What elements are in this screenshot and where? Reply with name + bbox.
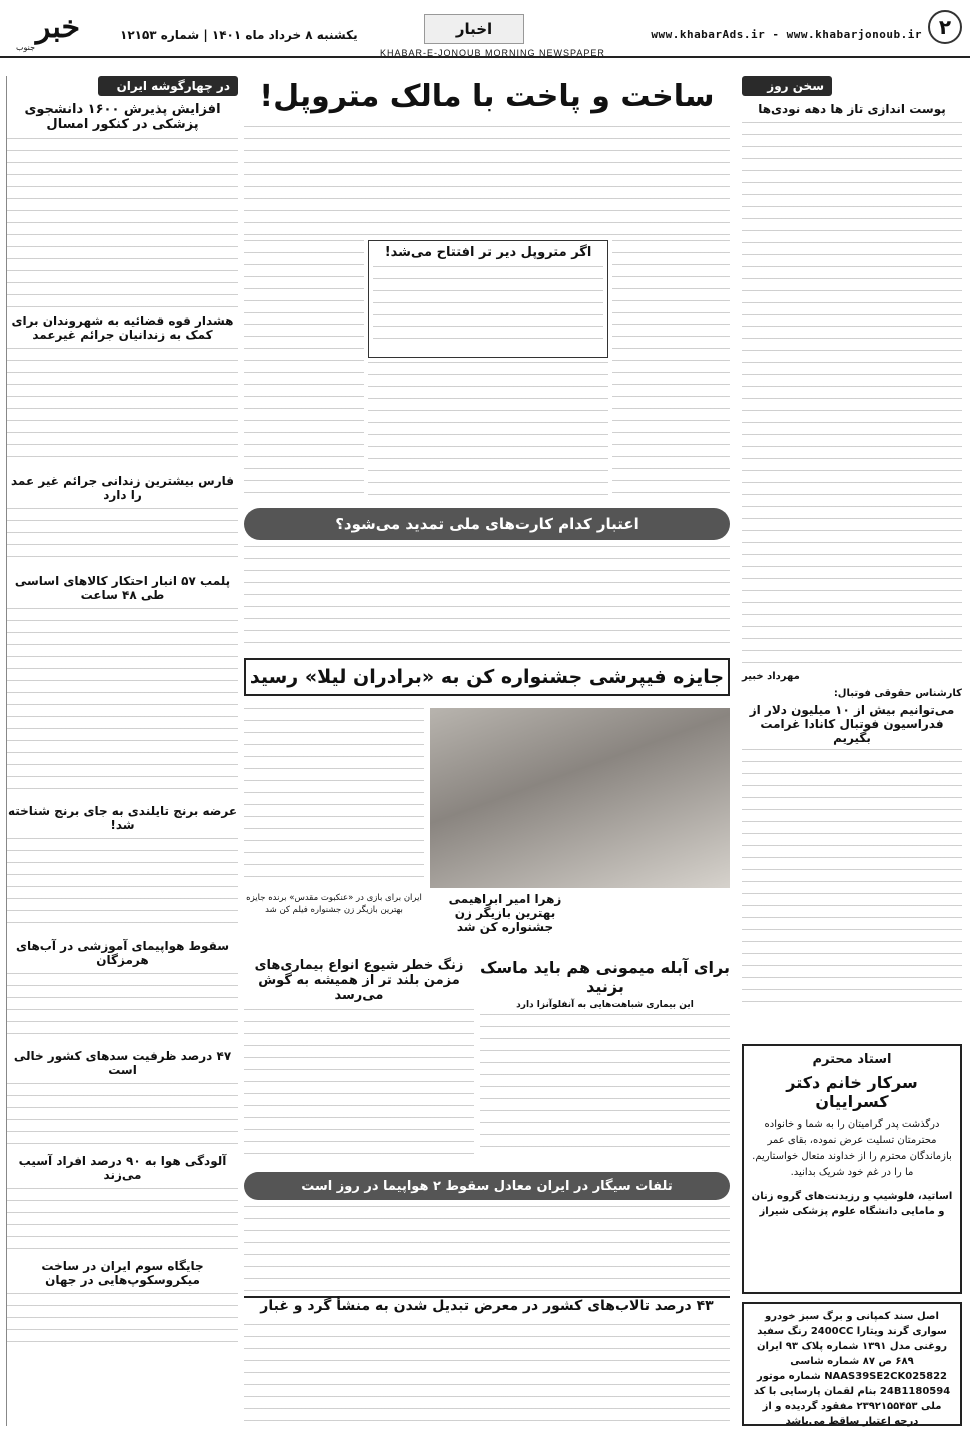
left-body-5	[7, 838, 238, 933]
editorial-column	[742, 76, 962, 682]
page-number: ٢	[928, 10, 962, 44]
left-body-8	[7, 1188, 238, 1253]
cigar-banner: تلفات سیگار در ایران معادل سقوط ۲ هواپیما در روز است	[244, 1172, 730, 1200]
left-body-7	[7, 1083, 238, 1148]
logo-text: خبر	[35, 9, 81, 45]
film-story-body	[244, 708, 424, 888]
sport-label: کارشناس حقوقی فوتبال:	[833, 688, 962, 699]
zang-headline: زنگ خطر شیوع انواع بیماری‌های مزمن بلند تر از همیشه به گوش می‌رسد	[254, 958, 464, 1003]
left-body-2	[7, 348, 238, 468]
wetlands-headline: ۴۳ درصد تالاب‌های کشور در معرض تبدیل شدن به منشأ گرد و غبار	[244, 1296, 730, 1320]
sport-body	[742, 749, 962, 1009]
masthead	[0, 0, 970, 58]
lost-document-ad: اصل سند کمپانی و برگ سبز خودرو سواری گرند ویتارا 2400CC رنگ سفید روغنی مدل ۱۳۹۱ شماره پلاک ۹۳ ایران ۶۸۹ ص ۸۷ شماره شاسی NAAS39SE2CK025822 شماره موتور 24B1180594 بنام لقمان پارسایی با کد ملی ۲۳۹۲۱۵۵۴۵۳ مفقود گردیده و از درجه اعتبار ساقط می‌باشد	[742, 1302, 962, 1426]
film-caption-main: زهرا امیر ابراهیمی بهترین بازیگر زن جشنواره کن شد	[448, 892, 562, 934]
film-headline: جایزه فیپرشی جشنواره کن به «برادران لیلا» رسید	[244, 658, 730, 696]
editorial-body	[742, 122, 962, 667]
condolence-from: اساتید، فلوشیپ و رزیدنت‌های گروه زنان و مامایی دانشگاه علوم پزشکی شیراز	[751, 1191, 953, 1217]
left-body-6	[7, 973, 238, 1043]
left-headline-2: هشدار قوه قضائیه به شهروندان برای کمک به زندانیان جرائم غیرعمد	[11, 314, 234, 342]
condolence-name: سرکار خانم دکتر کسراییان	[786, 1073, 918, 1111]
sport-story	[742, 688, 962, 1008]
pullquote-headline: اگر متروپل دیر تر افتتاح می‌شد!	[384, 245, 592, 260]
wetlands-body	[244, 1324, 730, 1426]
main-headline: ساخت و پاخت با مالک متروپل!	[259, 79, 715, 114]
editorial-title: پوست اندازی تاز ها دهه نودی‌ها	[758, 102, 946, 116]
main-story-body-top	[244, 126, 730, 236]
left-headline-3: فارس بیشترین زندانی جرائم غیر عمد را دارد	[11, 474, 234, 502]
zang-story	[244, 958, 474, 1158]
left-headline-6: سقوط هواپیمای آموزشی در آب‌های هرمزگان	[15, 939, 230, 967]
zang-body	[244, 1009, 474, 1159]
left-body-1	[7, 138, 238, 308]
issue-date: یکشنبه ۸ خرداد ماه ۱۴۰۱ | شماره ۱۲۱۵۳	[120, 28, 358, 42]
editorial-author: مهرداد خبیر	[742, 671, 800, 682]
condolence-title: استاد محترم	[812, 1052, 892, 1067]
english-name: KHABAR-E-JONOUB MORNING NEWSPAPER	[380, 48, 605, 58]
left-news-column	[6, 76, 238, 1426]
pullquote-box	[368, 240, 608, 358]
film-caption-side: ایران برای بازی در «عنکبوت مقدس» برنده جایزه بهترین بازیگر زن جشنواره فیلم کن شد	[246, 893, 422, 915]
mask-subhead: این بیماری شباهت‌هایی به آنفلوآنزا دارد	[516, 1000, 694, 1010]
condolence-ad	[742, 1044, 962, 1294]
site-urls: www.khabarAds.ir - www.khabarjonoub.ir	[651, 28, 922, 41]
left-headline-8: آلودگی هوا به ۹۰ درصد افراد آسیب می‌زند	[18, 1154, 227, 1182]
left-body-9	[7, 1293, 238, 1343]
left-headline-1: افزایش پذیرش ۱۶۰۰ دانشجوی پزشکی در کنکور امسال	[24, 102, 221, 132]
left-headline-4: پلمب ۵۷ انبار احتکار کالاهای اساسی طی ۴۸ ساعت	[14, 574, 231, 602]
mask-headline: برای آبله میمونی هم باید ماسک بزنید	[479, 958, 730, 996]
main-story-body-mid	[368, 362, 608, 500]
editorial-label: سخن روز	[742, 76, 832, 96]
left-headline-7: ۴۷ درصد ظرفیت سدهای کشور خالی است	[13, 1049, 232, 1077]
mask-body	[480, 1014, 730, 1154]
left-headline-5: عرضه برنج تایلندی به جای برنج شناخته شد!	[7, 804, 238, 832]
film-photo	[430, 708, 730, 888]
newspaper-logo	[6, 4, 110, 50]
condolence-text: درگذشت پدر گرامیتان را به شما و خانواده محترمتان تسلیت عرض نموده، بقای عمر بازماندگان محترم را از خداوند متعال خواستاریم. ما را در غم خود شریک بدانید.	[752, 1119, 952, 1178]
section-title: اخبار	[424, 14, 524, 44]
main-story-body-left	[244, 240, 364, 500]
card-banner: اعتبار کدام کارت‌های ملی تمدید می‌شود؟	[244, 508, 730, 540]
pullquote-body	[373, 266, 603, 348]
left-col-label: در چهارگوشه ایران	[98, 76, 238, 96]
logo-sub: جنوب	[16, 43, 36, 52]
left-body-4	[7, 608, 238, 798]
main-story-body-right	[612, 240, 730, 500]
card-story-body	[244, 546, 730, 646]
left-headline-9: جایگاه سوم ایران در ساخت میکروسکوپ‌هایی در جهان	[41, 1259, 204, 1287]
sport-headline: می‌توانیم بیش از ۱۰ میلیون دلار از فدراسیون فوتبال کانادا غرامت بگیریم	[749, 703, 955, 745]
cigar-story-body	[244, 1206, 730, 1291]
left-body-3	[7, 508, 238, 568]
mask-story	[480, 958, 730, 1158]
